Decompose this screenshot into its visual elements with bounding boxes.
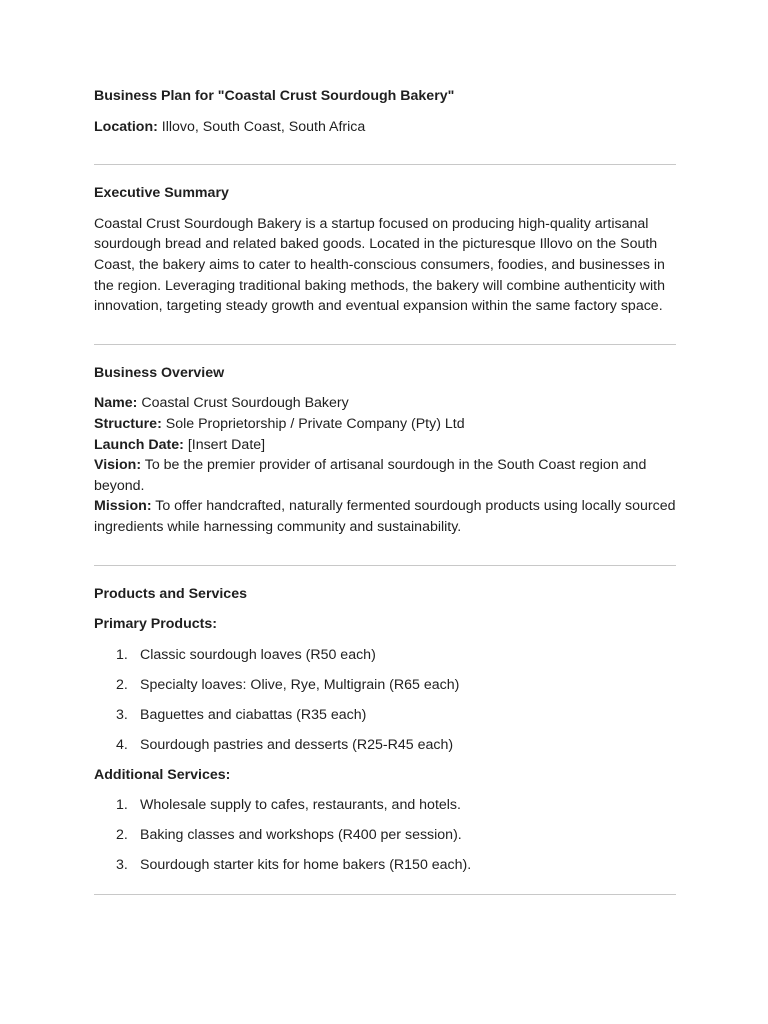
field-value: Sole Proprietorship / Private Company (Pty) Ltd	[161, 415, 465, 432]
field-value: To be the premier provider of artisanal sourdough in the South Coast region and beyond.	[94, 457, 647, 494]
list-item	[94, 825, 676, 846]
overview-field-structure	[94, 414, 676, 435]
additional-services-list	[94, 795, 676, 876]
list-item	[94, 675, 676, 696]
list-number: 1.	[116, 797, 128, 814]
field-label: Launch Date:	[94, 436, 184, 453]
field-label: Mission:	[94, 498, 152, 515]
field-value: Coastal Crust Sourdough Bakery	[137, 395, 349, 412]
list-number: 4.	[116, 736, 128, 753]
business-overview-heading: Business Overview	[94, 364, 225, 381]
list-number: 3.	[116, 706, 128, 723]
list-text: Classic sourdough loaves (R50 each)	[140, 646, 376, 663]
list-item	[94, 855, 676, 876]
field-value: [Insert Date]	[183, 436, 266, 453]
list-text: Wholesale supply to cafes, restaurants, and hotels.	[140, 797, 461, 814]
divider	[94, 565, 676, 566]
document-title: Business Plan for "Coastal Crust Sourdough Bakery"	[94, 88, 455, 104]
overview-field-launch-date	[94, 435, 676, 456]
executive-summary-heading: Executive Summary	[94, 185, 229, 202]
divider	[94, 894, 676, 895]
products-services-heading: Products and Services	[94, 585, 247, 602]
list-text: Sourdough pastries and desserts (R25-R45 each)	[140, 736, 454, 753]
list-item	[94, 735, 676, 756]
list-item	[94, 645, 676, 666]
field-label: Structure:	[94, 415, 162, 432]
list-number: 3.	[116, 857, 128, 874]
list-number: 1.	[116, 646, 128, 663]
additional-services-heading: Additional Services:	[94, 766, 231, 783]
list-item	[94, 705, 676, 726]
business-overview-fields	[94, 393, 676, 537]
divider	[94, 344, 676, 345]
list-text: Sourdough starter kits for home bakers (R150 each).	[140, 857, 472, 874]
list-text: Baking classes and workshops (R400 per session).	[140, 827, 462, 844]
location-line	[94, 117, 676, 138]
field-label: Name:	[94, 395, 138, 412]
location-label: Location:	[94, 118, 158, 135]
list-text: Baguettes and ciabattas (R35 each)	[140, 706, 367, 723]
field-label: Vision:	[94, 457, 142, 474]
overview-field-name	[94, 393, 676, 414]
field-value: To offer handcrafted, naturally fermented sourdough products using locally sourced ingredients while harnessing community and sustainability.	[94, 498, 676, 535]
divider	[94, 164, 676, 165]
executive-summary-text: Coastal Crust Sourdough Bakery is a startup focused on producing high-quality artisanal sourdough bread and related baked goods. Located in the picturesque Illovo on the South Coast, the bakery aims to cater to health-conscious consumers, foodies, and businesses in the region. Leveraging traditional baking methods, the bakery will combine authenticity with innovation, targeting steady growth and eventual expansion within the same factory space.	[94, 215, 665, 315]
location-value: Illovo, South Coast, South Africa	[157, 118, 366, 135]
primary-products-list	[94, 645, 676, 756]
list-text: Specialty loaves: Olive, Rye, Multigrain (R65 each)	[140, 676, 460, 693]
document-content	[94, 86, 676, 913]
overview-field-mission	[94, 496, 676, 537]
list-number: 2.	[116, 827, 128, 844]
list-number: 2.	[116, 676, 128, 693]
primary-products-heading: Primary Products:	[94, 616, 217, 633]
list-item	[94, 795, 676, 816]
overview-field-vision	[94, 455, 676, 496]
